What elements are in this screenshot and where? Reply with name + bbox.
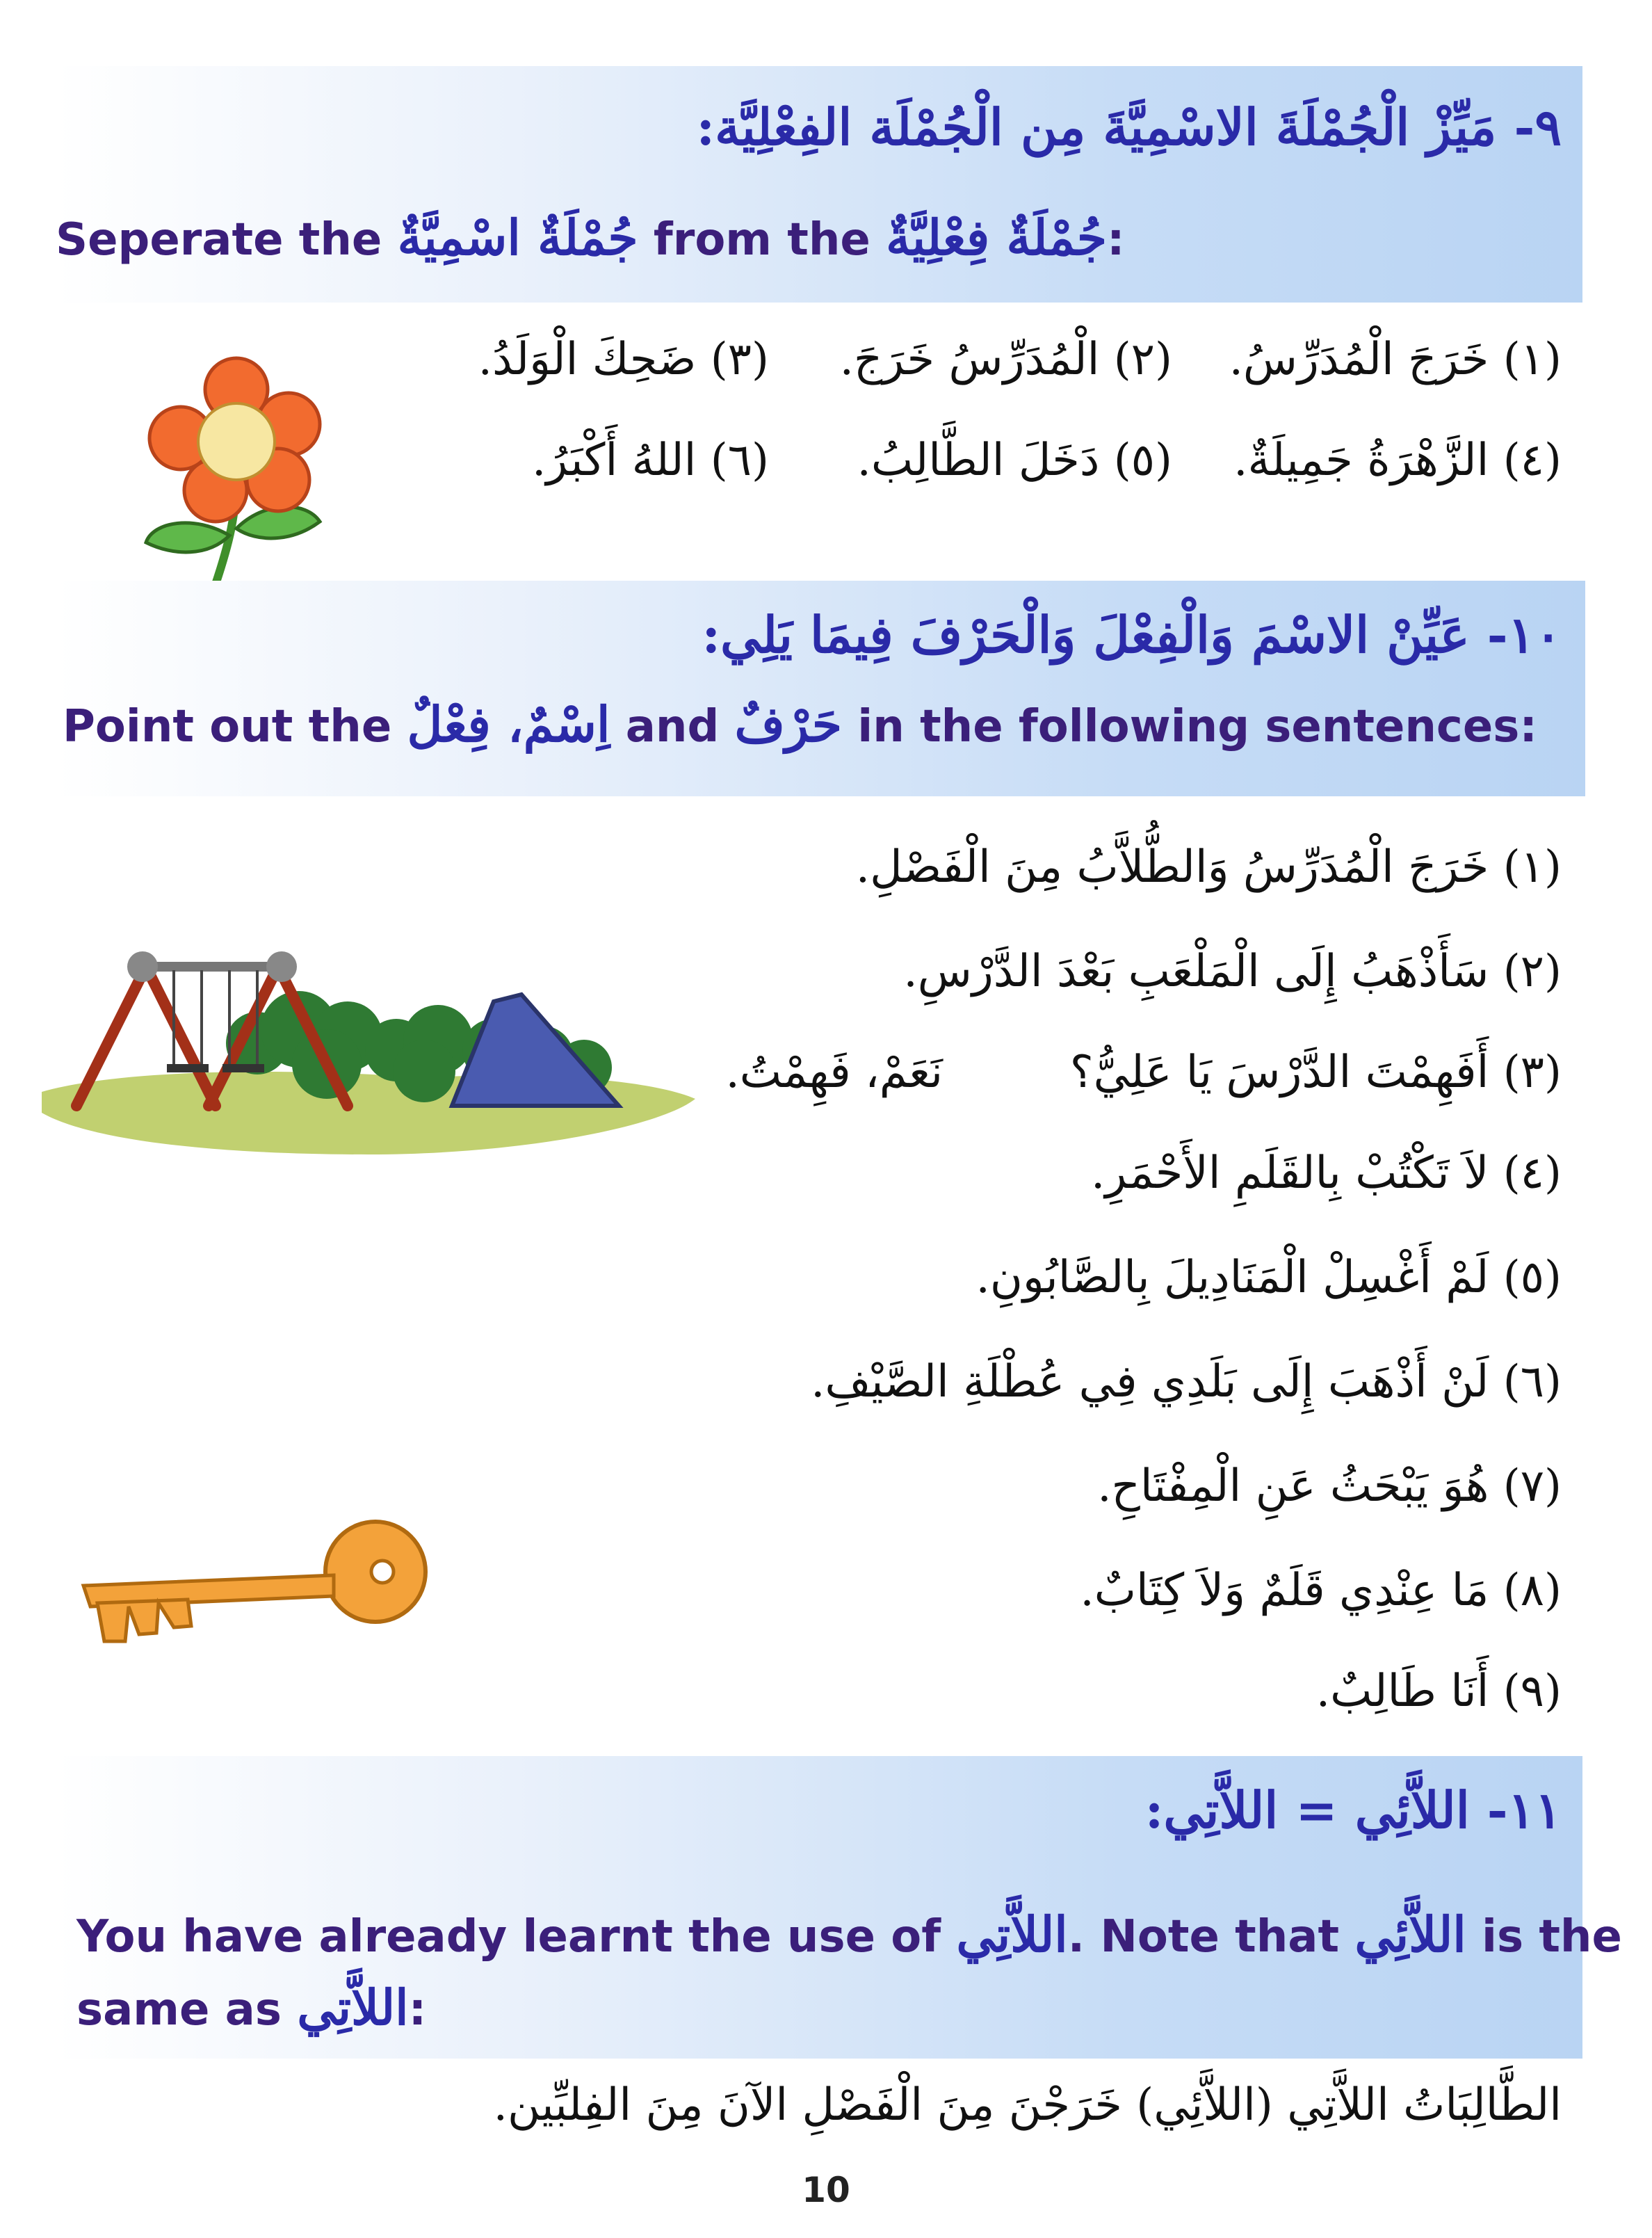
section11-instruction-line1: You have already learnt the use of اللاَّتِي. Note that اللاَّئِي is the (76, 1906, 1622, 1963)
flower-icon (132, 362, 362, 591)
key-icon (76, 1516, 438, 1676)
section9-item-6: (٦) اللهُ أَكْبَرُ. (532, 435, 769, 486)
section9-instruction: Seperate the جُمْلَةٌ اسْمِيَّةٌ from the جُمْلَةٌ فِعْلِيَّةٌ: (56, 209, 1125, 266)
section10-item-5: (٥) لَمْ أَغْسِلْ الْمَنَادِيلَ بِالصَّابُونِ. (975, 1252, 1562, 1303)
section11-instruction-line2: same as اللاَّتِي: (76, 1979, 427, 2036)
playground-icon (35, 946, 702, 1161)
section9-item-1: (١) خَرَجَ الْمُدَرِّسُ. (1229, 334, 1562, 385)
section10-title: ١٠- عَيِّنْ الاسْمَ وَالْفِعْلَ وَالْحَرْفَ فِيمَا يَلِي: (702, 605, 1562, 664)
section9-item-4: (٤) الزَّهْرَةُ جَمِيلَةٌ. (1233, 435, 1562, 486)
section10-item-4: (٤) لاَ تَكْتُبْ بِالقَلَمِ الأَحْمَرِ. (1091, 1148, 1562, 1199)
section9-item-2: (٢) الْمُدَرِّسُ خَرَجَ. (839, 334, 1172, 385)
section9-title: ٩- مَيِّزْ الْجُمْلَةَ الاسْمِيَّةَ مِن الْجُمْلَة الفِعْلِيَّة: (696, 97, 1562, 156)
section10-instruction: Point out the اِسْمٌ، فِعْلٌ and حَرْفٌ in the following sentences: (63, 695, 1537, 753)
section10-answer-3: نَعَمْ، فَهِمْتُ. (725, 1047, 943, 1098)
section11-example: الطَّالِبَاتُ اللاَّتِي (اللاَّئِي) خَرَجْنَ مِنَ الْفَصْلِ الآنَ مِنَ الفِلبِّين. (493, 2079, 1562, 2131)
section10-item-8: (٨) مَا عِنْدِي قَلَمٌ وَلاَ كِتَابٌ. (1080, 1565, 1562, 1616)
section10-item-7: (٧) هُوَ يَبْحَثُ عَنِ الْمِفْتَاحِ. (1097, 1460, 1562, 1512)
section11-title: ١١- اللاَّئِي = اللاَّتِي: (1144, 1780, 1562, 1839)
page-number: 10 (802, 2170, 850, 2210)
section10-item-9: (٩) أَنَا طَالِبٌ. (1315, 1666, 1562, 1717)
section9-item-3: (٣) ضَحِكَ الْوَلَدُ. (478, 334, 769, 385)
section10-item-3: (٣) أَفَهِمْتَ الدَّرْسَ يَا عَلِيُّ؟ (1069, 1047, 1562, 1098)
section10-item-2: (٢) سَأَذْهَبُ إِلَى الْمَلْعَبِ بَعْدَ الدَّرْسِ. (903, 946, 1562, 997)
section10-item-6: (٦) لَنْ أَذْهَبَ إِلَى بَلَدِي فِي عُطْلَةِ الصَّيْفِ. (811, 1356, 1562, 1408)
section10-item-1: (١) خَرَجَ الْمُدَرِّسُ وَالطُّلاَّبُ مِنَ الْفَصْلِ. (855, 842, 1562, 893)
section9-item-5: (٥) دَخَلَ الطَّالِبُ. (857, 435, 1172, 486)
